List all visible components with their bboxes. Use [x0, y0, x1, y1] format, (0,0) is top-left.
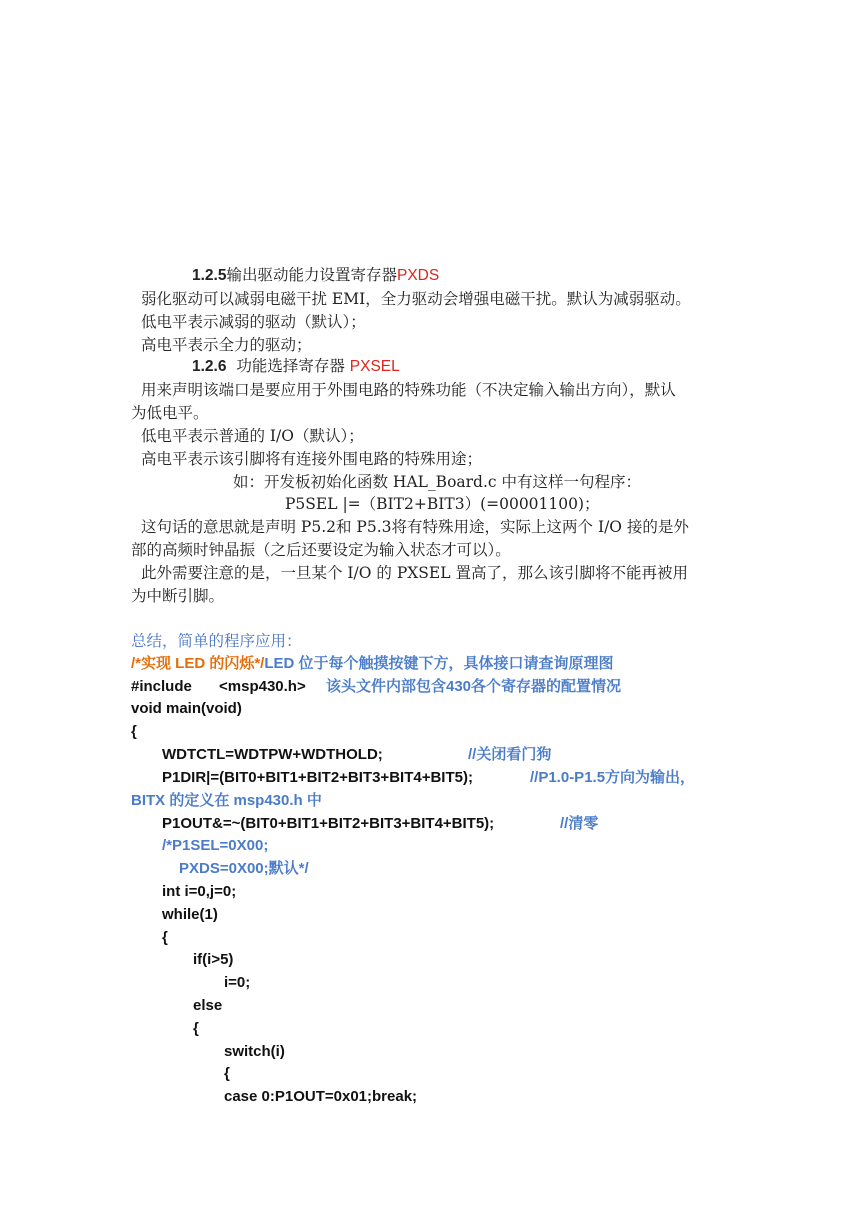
code-line: while(1) [162, 906, 218, 923]
code-line: { [131, 723, 137, 740]
paragraph-line: 为低电平。 [131, 404, 209, 422]
code-line: if(i>5) [193, 951, 234, 968]
code-line: P1OUT&=~(BIT0+BIT1+BIT2+BIT3+BIT4+BIT5); [162, 815, 495, 832]
section-number: 1.2.5 [192, 267, 227, 284]
paragraph-line: 弱化驱动可以减弱电磁干扰 EMI，全力驱动会增强电磁干扰。默认为减弱驱动。 [141, 290, 691, 308]
example-code: P5SEL |=（BIT2+BIT3）(=00001100)； [285, 495, 600, 513]
code-line: case 0:P1OUT=0x01;break; [224, 1088, 418, 1105]
code-comment: //P1.0-P1.5方向为输出， [530, 769, 696, 786]
paragraph-line: 这句话的意思就是声明 P5.2和 P5.3将有特殊用途，实际上这两个 I/O 接的是外 [141, 518, 689, 536]
code-line: { [224, 1065, 230, 1082]
include-keyword: #include [131, 678, 192, 695]
paragraph-line: 为中断引脚。 [131, 587, 225, 605]
code-comment: //关闭看门狗 [468, 746, 552, 763]
code-line: void main(void) [131, 700, 242, 717]
code-line: WDTCTL=WDTPW+WDTHOLD; [162, 746, 383, 763]
section-title: 输出驱动能力设置寄存器 [226, 266, 397, 284]
include-comment: 该头文件内部包含430各个寄存器的配置情况 [326, 678, 622, 695]
code-comment: PXDS=0X00;默认*/ [179, 860, 309, 877]
register-name: PXDS [397, 267, 440, 284]
code-comment-orange: /*实现 LED 的闪烁*/ [131, 655, 265, 672]
code-comment: //清零 [560, 815, 599, 832]
section-title: 功能选择寄存器 [236, 357, 345, 375]
section-number: 1.2.6 [192, 358, 227, 375]
section-126-heading [192, 356, 400, 377]
paragraph-line: 部的高频时钟晶振（之后还要设定为输入状态才可以）。 [131, 541, 511, 559]
code-line: switch(i) [224, 1043, 285, 1060]
code-line: { [162, 929, 168, 946]
summary-heading: 总结，简单的程序应用： [131, 632, 302, 650]
include-file: <msp430.h> [219, 678, 306, 695]
register-name: PXSEL [349, 358, 400, 375]
paragraph-line: 此外需要注意的是，一旦某个 I/O 的 PXSEL 置高了，那么该引脚将不能再被用 [141, 564, 688, 582]
paragraph-line: 低电平表示普通的 I/O（默认）； [141, 427, 364, 445]
code-comment-line [131, 654, 614, 674]
code-line: P1DIR|=(BIT0+BIT1+BIT2+BIT3+BIT4+BIT5); [162, 769, 473, 786]
code-comment: BITX 的定义在 msp430.h 中 [131, 792, 322, 809]
code-comment-blue: LED 位于每个触摸按键下方，具体接口请查询原理图 [264, 655, 614, 672]
paragraph-line: 低电平表示减弱的驱动（默认）； [141, 313, 366, 331]
code-line: i=0; [224, 974, 251, 991]
code-line: else [193, 997, 223, 1014]
section-125-heading [192, 265, 439, 286]
code-include-line [131, 677, 622, 697]
code-comment: /*P1SEL=0X00; [162, 837, 269, 854]
example-line: 如：开发板初始化函数 HAL_Board.c 中有这样一句程序： [233, 473, 642, 491]
code-line: int i=0,j=0; [162, 883, 237, 900]
paragraph-line: 高电平表示该引脚将有连接外围电路的特殊用途； [141, 450, 483, 468]
paragraph-line: 用来声明该端口是要应用于外围电路的特殊功能（不决定输入输出方向），默认 [141, 381, 676, 399]
paragraph-line: 高电平表示全力的驱动； [141, 336, 312, 354]
code-line: { [193, 1020, 199, 1037]
